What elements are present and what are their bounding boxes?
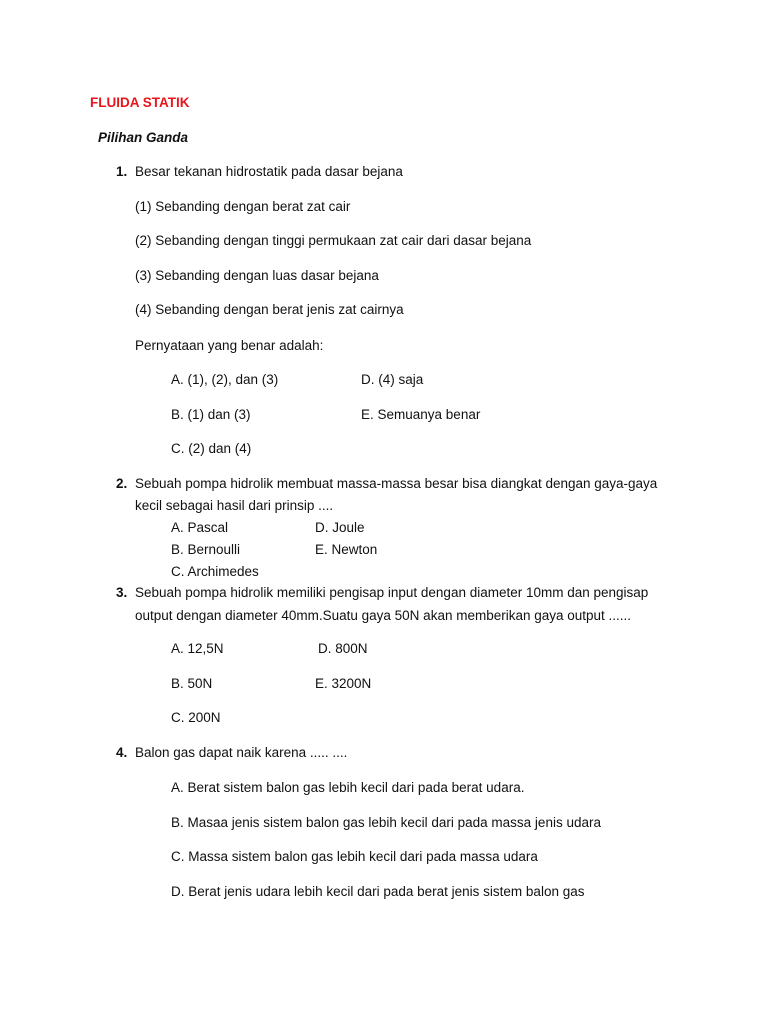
question-text-line: Sebuah pompa hidrolik memiliki pengisap input dengan diameter 10mm dan pengisap [135, 585, 649, 600]
option-c: C. (2) dan (4) [171, 441, 252, 456]
option-a: A. (1), (2), dan (3) [171, 372, 279, 387]
option-e: E. 3200N [315, 676, 372, 691]
question-number: 1. [116, 164, 128, 179]
option-c: C. Archimedes [171, 564, 259, 579]
question-text-line: output dengan diameter 40mm.Suatu gaya 50N akan memberikan gaya output ...... [135, 608, 632, 623]
section-heading: Pilihan Ganda [98, 130, 189, 145]
document-title: FLUIDA STATIK [90, 95, 190, 110]
option-a: A. Berat sistem balon gas lebih kecil dari pada berat udara. [171, 780, 525, 795]
question-number: 4. [116, 745, 128, 760]
option-c: C. 200N [171, 710, 221, 725]
option-c: C. Massa sistem balon gas lebih kecil dari pada massa udara [171, 849, 538, 864]
statement: (3) Sebanding dengan luas dasar bejana [135, 268, 379, 283]
question-number: 2. [116, 476, 128, 491]
option-d: D. Joule [315, 520, 365, 535]
option-d: D. 800N [318, 641, 368, 656]
option-b: B. Masaa jenis sistem balon gas lebih kecil dari pada massa jenis udara [171, 815, 601, 830]
option-e: E. Semuanya benar [361, 407, 481, 422]
statement: (1) Sebanding dengan berat zat cair [135, 199, 351, 214]
statement: (4) Sebanding dengan berat jenis zat cairnya [135, 302, 404, 317]
question-text: Besar tekanan hidrostatik pada dasar bejana [135, 164, 403, 179]
option-d: D. (4) saja [361, 372, 424, 387]
question-text: Balon gas dapat naik karena ..... .... [135, 745, 348, 760]
option-d: D. Berat jenis udara lebih kecil dari pada berat jenis sistem balon gas [171, 884, 585, 899]
option-a: A. Pascal [171, 520, 229, 535]
option-b: B. Bernoulli [171, 542, 241, 557]
statement: (2) Sebanding dengan tinggi permukaan zat cair dari dasar bejana [135, 233, 532, 248]
option-b: B. (1) dan (3) [171, 407, 251, 422]
option-e: E. Newton [315, 542, 378, 557]
question-prompt: Pernyataan yang benar adalah: [135, 338, 324, 353]
option-a: A. 12,5N [171, 641, 224, 656]
option-b: B. 50N [171, 676, 213, 691]
question-text-line: kecil sebagai hasil dari prinsip .... [135, 498, 334, 513]
question-number: 3. [116, 585, 128, 600]
question-text-line: Sebuah pompa hidrolik membuat massa-massa besar bisa diangkat dengan gaya-gaya [135, 476, 658, 491]
